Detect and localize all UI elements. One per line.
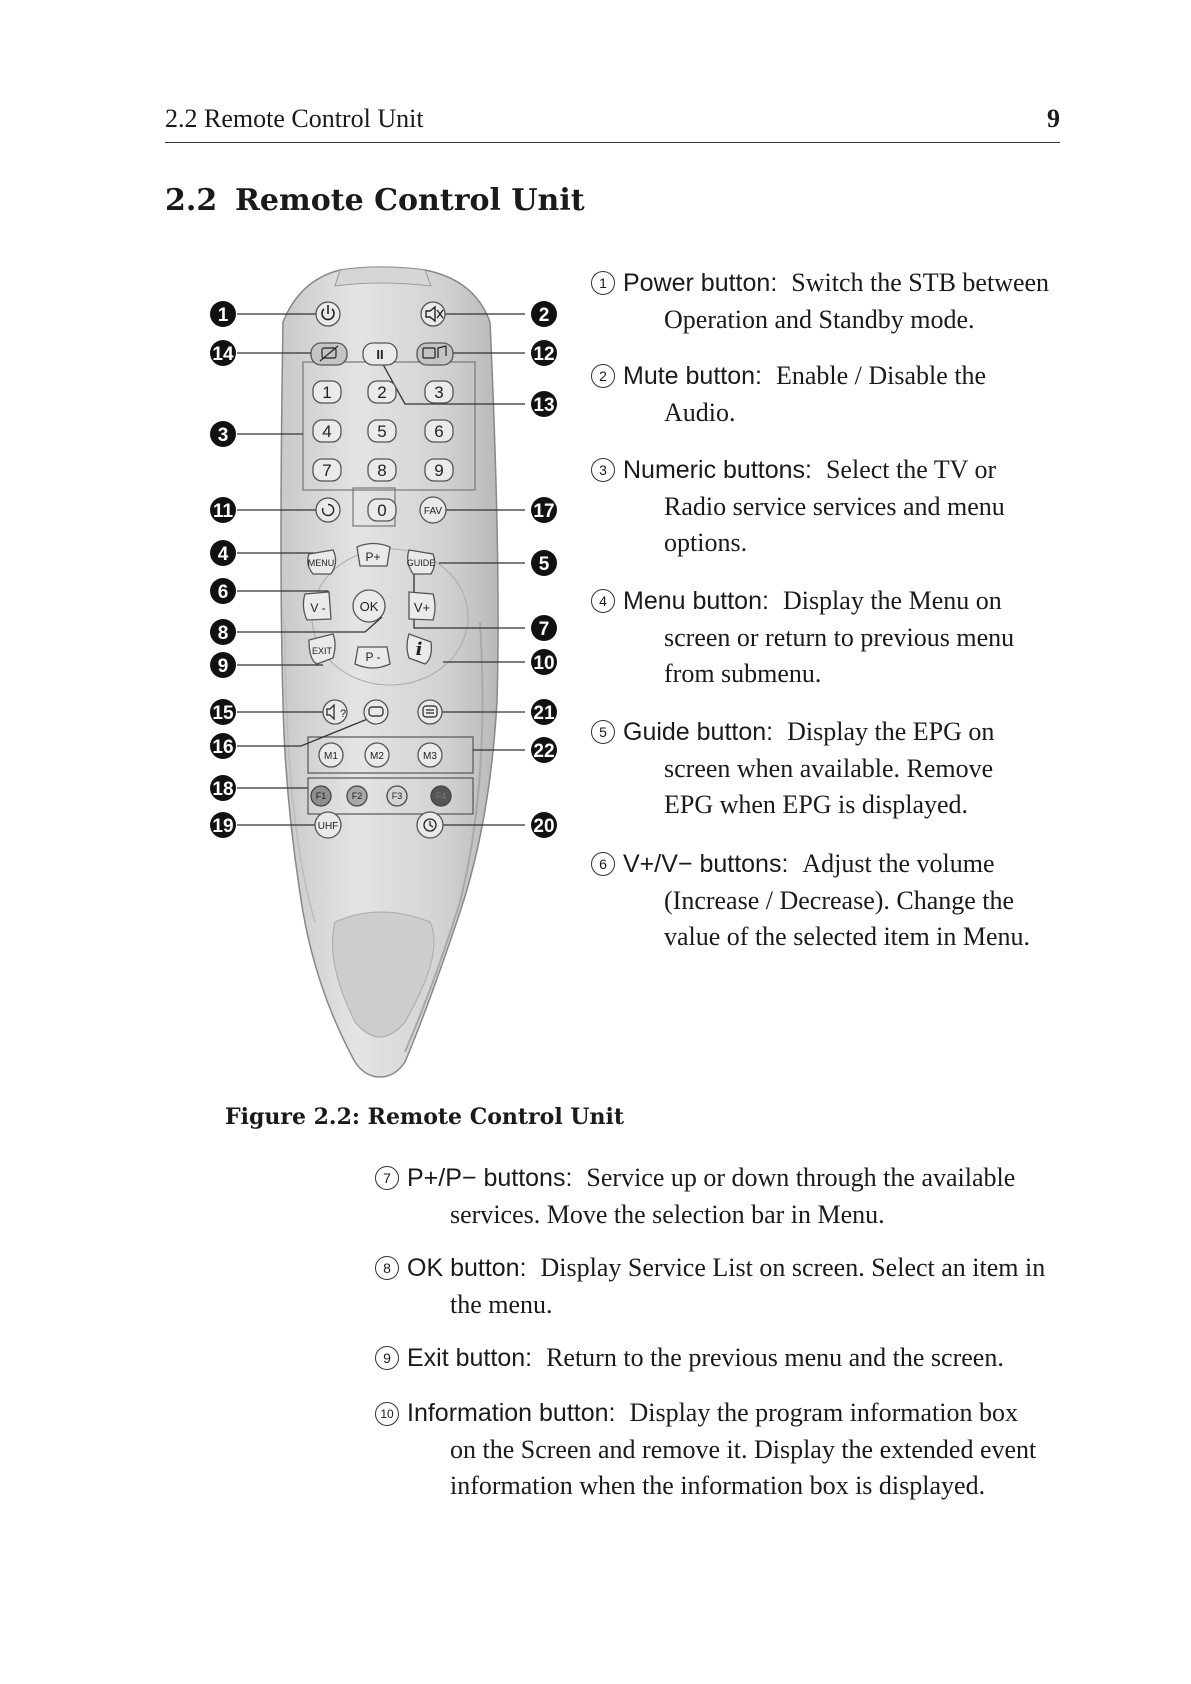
button-21: [418, 700, 442, 724]
item-text: Audio.: [664, 397, 736, 427]
digit-label: 5: [377, 422, 387, 441]
item-text: screen when available. Remove: [664, 753, 994, 783]
m3-key-label: M3: [423, 751, 437, 762]
item-number: 9: [375, 1346, 399, 1370]
description-item: [591, 846, 1091, 956]
callout-number: 22: [533, 741, 555, 762]
callout-number: 16: [212, 737, 234, 758]
item-text: Select the TV or: [825, 455, 997, 484]
recall-button: [316, 498, 340, 522]
callout-number: 6: [217, 582, 229, 603]
running-header: [165, 104, 1060, 143]
description-item: [375, 1160, 1075, 1233]
item-text: Service up or down through the available: [586, 1163, 1016, 1192]
callout-number: 15: [212, 703, 234, 724]
item-text: the menu.: [450, 1289, 553, 1319]
figure-caption: Figure 2.2: Remote Control Unit: [225, 1104, 625, 1130]
callout-number: 10: [533, 653, 555, 674]
item-label: Exit button:: [407, 1344, 533, 1372]
m1-key-label: M1: [324, 751, 338, 762]
ok-key-label: OK: [359, 599, 379, 614]
digit-label: 1: [322, 383, 332, 402]
item-text: Adjust the volume: [802, 849, 995, 878]
item-text: (Increase / Decrease). Change the: [664, 885, 1015, 915]
item-number: 3: [591, 458, 615, 482]
description-item: [375, 1395, 1075, 1505]
f1-key-label: F1: [315, 791, 327, 801]
item-text: Display the Menu on: [782, 586, 1002, 615]
digit-label: 2: [377, 383, 387, 402]
audio-question-mark: ?: [340, 708, 347, 720]
digit-label: 3: [434, 383, 444, 402]
item-number: 4: [591, 589, 615, 613]
callout-number: 17: [533, 501, 555, 522]
uhf-key-label: UHF: [317, 821, 339, 832]
digit-label: 6: [434, 422, 444, 441]
item-text: Display the program information box: [629, 1398, 1018, 1427]
digit-label: 9: [434, 461, 444, 480]
digit-label: 0: [377, 501, 387, 520]
f4-key-label: F4: [435, 791, 447, 801]
item-text: value of the selected item in Menu.: [664, 922, 1031, 951]
item-number: 8: [375, 1256, 399, 1280]
callout-number: 18: [212, 779, 234, 800]
page-number: 9: [1047, 104, 1060, 133]
mute-button: [421, 302, 445, 326]
description-item: [591, 583, 1071, 693]
description-item: [375, 1250, 1075, 1323]
description-item: [375, 1340, 1075, 1377]
item-text: Display the EPG on: [787, 717, 995, 746]
callout-number: 2: [538, 305, 550, 326]
description-item: [591, 265, 1071, 338]
item-number: 5: [591, 720, 615, 744]
item-text: Return to the previous menu and the screen.: [546, 1343, 1004, 1372]
digit-label: 8: [377, 461, 387, 480]
section-heading: [165, 183, 585, 218]
section-number: 2.2: [165, 183, 218, 218]
callout-number: 9: [217, 656, 229, 677]
item-text: Operation and Standby mode.: [664, 304, 975, 334]
callout-number: 3: [217, 425, 229, 446]
item-text: Enable / Disable the: [775, 361, 987, 390]
callout-number: 21: [533, 703, 555, 724]
callout-number: 19: [212, 816, 234, 837]
item-label: Guide button:: [623, 718, 774, 746]
f2-key-label: F2: [351, 791, 363, 801]
callout-number: 20: [533, 816, 555, 837]
item-text: from submenu.: [664, 659, 822, 688]
v-minus-key-label: V -: [310, 601, 326, 615]
exit-key-label: EXIT: [311, 646, 333, 656]
item-text: Display Service List on screen. Select an item in: [540, 1253, 1046, 1282]
callout-number: 12: [533, 344, 555, 365]
item-number: 7: [375, 1166, 399, 1190]
item-label: P+/P− buttons:: [407, 1164, 573, 1192]
item-text: screen or return to previous menu: [664, 622, 1015, 652]
section-title: Remote Control Unit: [235, 183, 585, 218]
item-label: Numeric buttons:: [623, 456, 812, 484]
item-label: OK button:: [407, 1254, 527, 1282]
menu-key-label: MENU: [307, 558, 335, 568]
callout-number: 4: [217, 544, 229, 565]
callout-number: 11: [212, 501, 234, 522]
digit-label: 7: [322, 461, 332, 480]
callout-number: 5: [538, 554, 550, 575]
fav-key-label: FAV: [423, 506, 443, 517]
callout-number: 13: [533, 395, 555, 416]
item-text: on the Screen and remove it. Display the extended event: [450, 1434, 1037, 1464]
v-plus-key-label: V+: [413, 600, 431, 615]
p-minus-key-label: P -: [365, 650, 381, 664]
description-item: [591, 452, 1071, 562]
item-text: Switch the STB between: [791, 268, 1050, 297]
item-number: 6: [591, 852, 615, 876]
f3-key-label: F3: [391, 791, 403, 801]
item-text: EPG when EPG is displayed.: [664, 790, 969, 819]
button-16: [364, 700, 388, 724]
digit-label: 4: [322, 422, 332, 441]
description-item: [591, 358, 1071, 431]
description-item: [591, 714, 1071, 824]
item-number: 2: [591, 364, 615, 388]
item-text: Radio service services and menu: [664, 491, 1005, 521]
callout-number: 8: [217, 623, 229, 644]
item-label: Information button:: [407, 1399, 616, 1427]
callout-number: 1: [217, 305, 229, 326]
header-title: 2.2 Remote Control Unit: [165, 104, 424, 133]
item-text: services. Move the selection bar in Menu.: [450, 1199, 885, 1229]
item-label: Menu button:: [623, 587, 769, 615]
item-text: options.: [664, 528, 748, 557]
item-label: Power button:: [623, 269, 778, 297]
info-key-label: i: [415, 639, 423, 660]
pause-key-label: II: [376, 347, 384, 362]
item-label: Mute button:: [623, 362, 762, 390]
item-text: information when the information box is displayed.: [450, 1471, 986, 1500]
item-label: V+/V− buttons:: [623, 850, 789, 878]
p-plus-key-label: P+: [365, 550, 381, 564]
guide-key-label: GUIDE: [406, 558, 436, 568]
item-number: 10: [375, 1402, 399, 1426]
callout-number: 14: [212, 344, 234, 365]
item-number: 1: [591, 271, 615, 295]
m2-key-label: M2: [370, 751, 384, 762]
remote-control-figure: [205, 262, 565, 1092]
callout-number: 7: [538, 619, 550, 640]
